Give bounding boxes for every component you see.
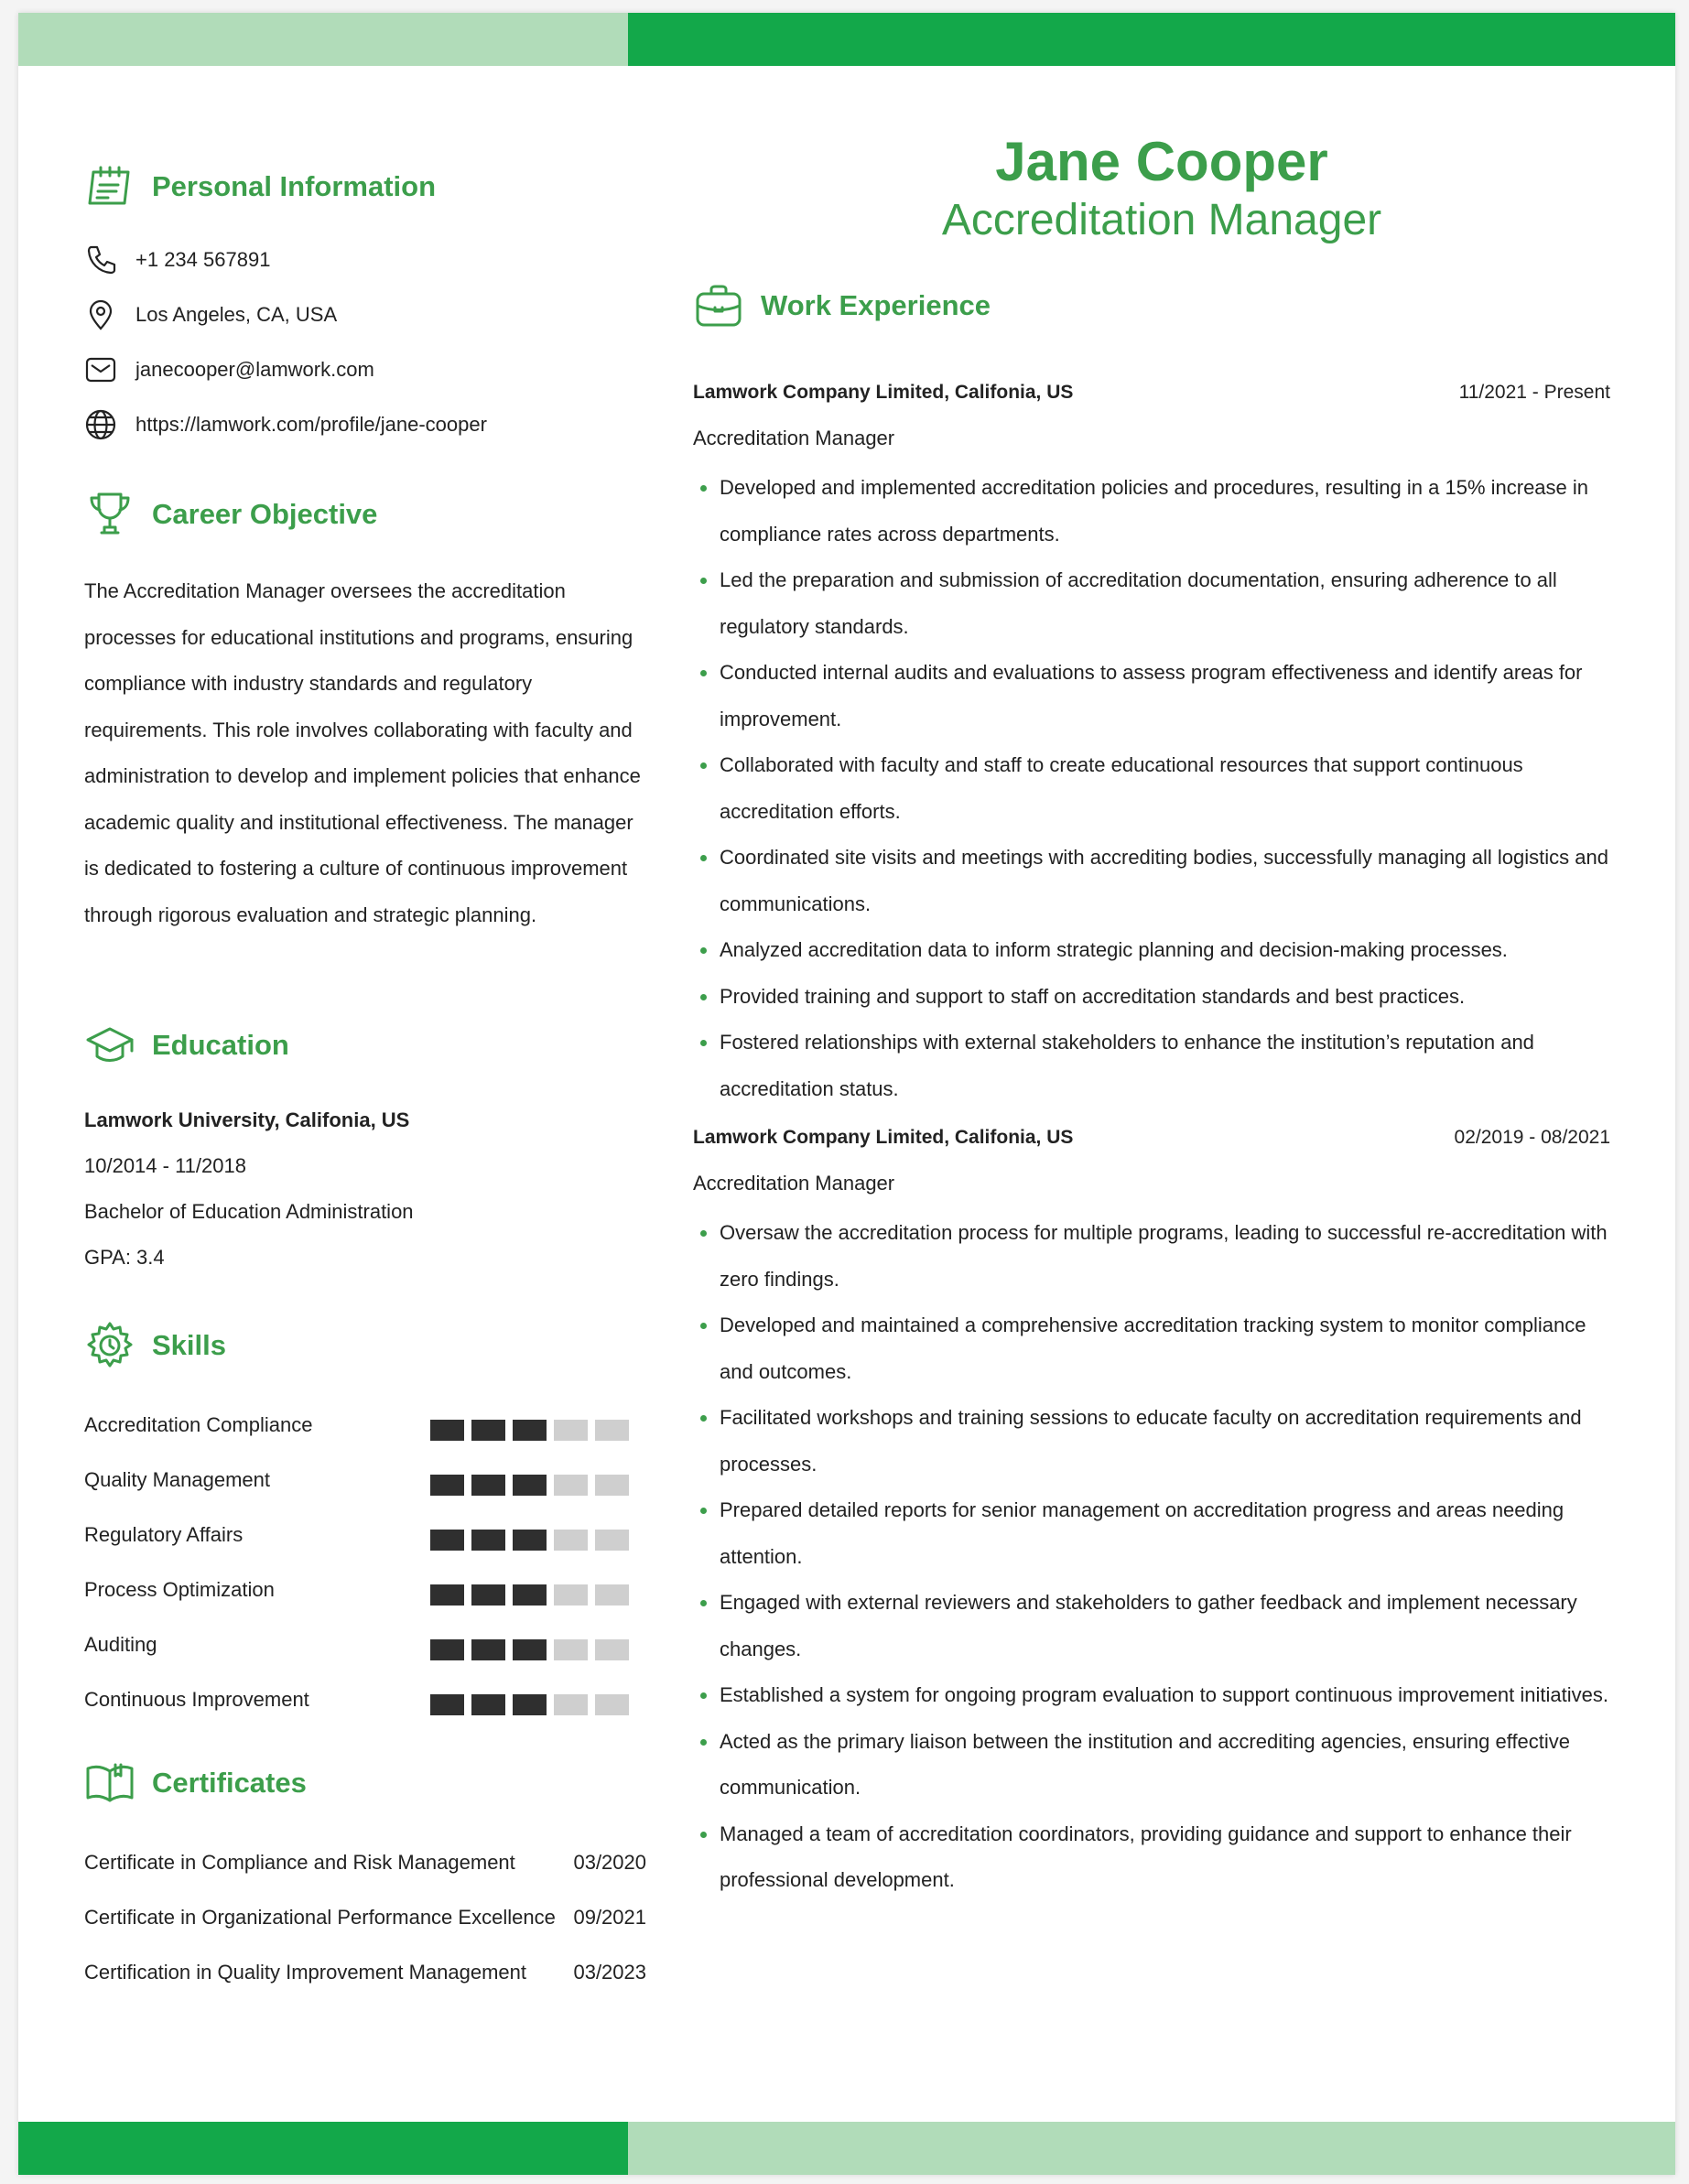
open-book-icon: [84, 1757, 135, 1809]
skill-row: [84, 1578, 646, 1606]
contact-email: [84, 353, 374, 386]
education-school: Lamwork University, Califonia, US: [84, 1108, 410, 1131]
skill-level-filled: [430, 1530, 464, 1551]
job-bullet: Acted as the primary liaison between the institution and accrediting agencies, ensuring effective communication.: [693, 1719, 1610, 1811]
personal-heading-label: Personal Information: [152, 170, 437, 202]
education-dates: 10/2014 - 11/2018: [84, 1154, 246, 1177]
job-bullet: Provided training and support to staff on accreditation standards and best practices.: [693, 974, 1610, 1021]
job-bullet: Engaged with external reviewers and stakeholders to gather feedback and implement necessary changes.: [693, 1580, 1610, 1672]
job-bullet: Fostered relationships with external stakeholders to enhance the institution’s reputation and accreditation status.: [693, 1020, 1610, 1112]
skill-level-meter: [430, 1639, 629, 1660]
objective-text: The Accreditation Manager oversees the accreditation processes for educational institutions and programs, ensuring compliance with industry standards and regulatory requirements. This role involves collaborating with faculty and administration to develop and implement policies that enhance academic quality and institutional effectiveness. The manager is dedicated to fostering a culture of continuous improvement through rigorous evaluation and strategic planning.: [84, 579, 641, 926]
skill-level-filled: [430, 1639, 464, 1660]
skill-level-filled: [513, 1694, 547, 1715]
job-bullets: [693, 1210, 1610, 1904]
skill-name: Process Optimization: [84, 1578, 275, 1601]
contact-location: [84, 298, 337, 331]
skill-row: [84, 1413, 646, 1441]
certificate-name: Certificate in Organizational Performance Excellence: [84, 1906, 556, 1929]
email-text: janecooper@lamwork.com: [135, 358, 374, 381]
skill-level-empty: [595, 1475, 629, 1496]
skill-level-filled: [513, 1475, 547, 1496]
job-bullet: Facilitated workshops and training sessions to educate faculty on accreditation requirements and processes.: [693, 1395, 1610, 1487]
candidate-name: Jane Cooper: [995, 131, 1328, 192]
job-dates: 02/2019 - 08/2021: [1454, 1127, 1610, 1148]
skill-row: [84, 1633, 646, 1660]
certificate-row: [84, 1961, 646, 1984]
skill-level-empty: [595, 1694, 629, 1715]
job-bullet: Developed and implemented accreditation policies and procedures, resulting in a 15% increase in compliance rates across departments.: [693, 465, 1610, 557]
skill-level-filled: [471, 1475, 505, 1496]
job-role: Accreditation Manager: [693, 1172, 895, 1195]
job-bullet: Oversaw the accreditation process for multiple programs, leading to successful re-accreditation with zero findings.: [693, 1210, 1610, 1303]
education-gpa: GPA: 3.4: [84, 1246, 165, 1269]
skill-level-empty: [554, 1475, 588, 1496]
phone-text: +1 234 567891: [135, 248, 271, 271]
skill-level-filled: [513, 1584, 547, 1606]
certificate-date: 03/2023: [573, 1961, 646, 1984]
job-bullet: Conducted internal audits and evaluations to assess program effectiveness and identify areas for improvement.: [693, 650, 1610, 742]
skill-name: Continuous Improvement: [84, 1688, 309, 1711]
skill-level-filled: [471, 1530, 505, 1551]
candidate-title: Accreditation Manager: [941, 196, 1382, 244]
skill-name: Regulatory Affairs: [84, 1523, 244, 1546]
skill-level-empty: [554, 1420, 588, 1441]
skill-level-filled: [471, 1420, 505, 1441]
skill-level-filled: [430, 1694, 464, 1715]
certificate-name: Certification in Quality Improvement Management: [84, 1961, 526, 1984]
skill-name: Accreditation Compliance: [84, 1413, 313, 1436]
job-bullet: Coordinated site visits and meetings with accrediting bodies, successfully managing all logistics and communications.: [693, 835, 1610, 927]
personal-heading: [84, 161, 436, 212]
skill-name: Auditing: [84, 1633, 157, 1656]
job-bullet: Analyzed accreditation data to inform strategic planning and decision-making processes.: [693, 927, 1610, 974]
bottom-bar-light: [628, 2122, 1675, 2175]
certificate-row: [84, 1851, 646, 1875]
globe-icon: [84, 408, 117, 441]
name-block: [693, 131, 1630, 244]
top-bar-dark: [628, 13, 1675, 66]
briefcase-icon: [693, 280, 744, 331]
skills-heading: [84, 1320, 226, 1371]
skill-level-filled: [471, 1584, 505, 1606]
skill-level-empty: [554, 1694, 588, 1715]
job-bullet: Collaborated with faculty and staff to create educational resources that support continuous accreditation efforts.: [693, 742, 1610, 835]
experience-heading: [693, 280, 991, 331]
certificate-row: [84, 1906, 646, 1930]
job-bullets: [693, 465, 1610, 1112]
phone-icon: [84, 243, 117, 276]
objective-heading: [84, 489, 377, 540]
skill-level-meter: [430, 1584, 629, 1606]
resume-page: [18, 13, 1675, 2175]
website-text: https://lamwork.com/profile/jane-cooper: [135, 413, 487, 436]
skill-level-meter: [430, 1694, 629, 1715]
job-bullet: Managed a team of accreditation coordinators, providing guidance and support to enhance their professional development.: [693, 1811, 1610, 1904]
job-role: Accreditation Manager: [693, 427, 895, 449]
trophy-icon: [84, 489, 135, 540]
gear-clock-icon: [84, 1320, 135, 1371]
bottom-bar-dark: [18, 2122, 628, 2175]
skill-level-empty: [554, 1530, 588, 1551]
skill-level-filled: [513, 1420, 547, 1441]
location-text: Los Angeles, CA, USA: [135, 303, 338, 326]
job-bullet: Prepared detailed reports for senior management on accreditation progress and areas needing attention.: [693, 1487, 1610, 1580]
location-pin-icon: [84, 298, 117, 331]
job-bullet: Led the preparation and submission of accreditation documentation, ensuring adherence to all regulatory standards.: [693, 557, 1610, 650]
skill-name: Quality Management: [84, 1468, 270, 1491]
skill-level-empty: [595, 1420, 629, 1441]
education-heading-label: Education: [152, 1029, 289, 1061]
skill-level-meter: [430, 1530, 629, 1551]
objective-heading-label: Career Objective: [152, 498, 378, 530]
calendar-note-icon: [84, 161, 135, 212]
skill-level-empty: [595, 1530, 629, 1551]
skill-level-filled: [430, 1475, 464, 1496]
certificate-date: 09/2021: [573, 1906, 646, 1929]
experience-heading-label: Work Experience: [761, 289, 991, 321]
certificate-name: Certificate in Compliance and Risk Management: [84, 1851, 515, 1874]
skill-level-meter: [430, 1475, 629, 1496]
skill-level-filled: [471, 1639, 505, 1660]
contact-phone: [84, 243, 270, 276]
skill-level-empty: [554, 1639, 588, 1660]
certificates-heading-label: Certificates: [152, 1767, 307, 1799]
skill-row: [84, 1688, 646, 1715]
skill-row: [84, 1523, 646, 1551]
certificate-date: 03/2020: [573, 1851, 646, 1874]
skill-level-filled: [513, 1639, 547, 1660]
skill-level-meter: [430, 1420, 629, 1441]
skill-level-filled: [430, 1584, 464, 1606]
contact-website: [84, 408, 487, 441]
skill-level-empty: [595, 1584, 629, 1606]
mail-icon: [84, 353, 117, 386]
certificates-heading: [84, 1757, 307, 1809]
job-company: Lamwork Company Limited, Califonia, US: [693, 382, 1074, 403]
skill-level-empty: [554, 1584, 588, 1606]
skill-level-filled: [471, 1694, 505, 1715]
education-heading: [84, 1020, 289, 1071]
skill-level-filled: [430, 1420, 464, 1441]
job-bullet: Developed and maintained a comprehensive accreditation tracking system to monitor compliance and outcomes.: [693, 1303, 1610, 1395]
graduation-cap-icon: [84, 1020, 135, 1071]
job-company: Lamwork Company Limited, Califonia, US: [693, 1127, 1074, 1148]
top-bar-light: [18, 13, 628, 66]
job-dates: 11/2021 - Present: [1458, 382, 1610, 403]
job-bullet: Established a system for ongoing program evaluation to support continuous improvement initiatives.: [693, 1672, 1610, 1719]
skills-heading-label: Skills: [152, 1329, 226, 1361]
education-degree: Bachelor of Education Administration: [84, 1200, 414, 1223]
skill-row: [84, 1468, 646, 1496]
skill-level-filled: [513, 1530, 547, 1551]
skill-level-empty: [595, 1639, 629, 1660]
